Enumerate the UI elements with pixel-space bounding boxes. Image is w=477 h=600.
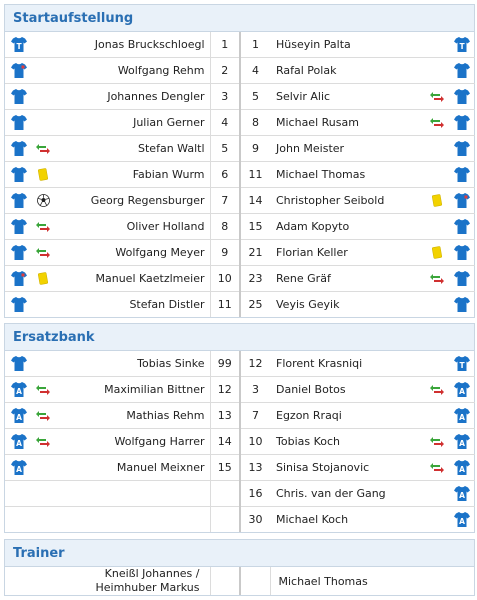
- svg-text:T: T: [15, 42, 22, 51]
- home-shirt: [5, 266, 32, 292]
- home-player-number: 10: [210, 266, 240, 292]
- home-player-name[interactable]: Wolfgang Harrer: [54, 429, 210, 455]
- substitution-icon: [429, 91, 445, 103]
- player-row: [5, 136, 475, 162]
- home-trainer-line2: Heimhuber Markus: [95, 581, 200, 594]
- away-player-number: 10: [240, 429, 270, 455]
- home-player-name[interactable]: Stefan Distler: [129, 298, 205, 311]
- away-shirt: [448, 32, 475, 58]
- away-shirt: [448, 188, 475, 214]
- home-player-number: 2: [210, 58, 240, 84]
- home-event-empty: [32, 455, 54, 481]
- svg-text:T: T: [458, 361, 465, 370]
- away-event-empty: [426, 481, 448, 507]
- home-event: [32, 429, 54, 455]
- substitution-icon: [35, 436, 51, 448]
- svg-text:A: A: [15, 439, 22, 448]
- away-shirt: [448, 377, 475, 403]
- away-player-name[interactable]: Christopher Seibold: [270, 188, 426, 214]
- jersey-icon: [11, 382, 27, 397]
- home-shirt: [5, 214, 32, 240]
- home-event: [32, 136, 54, 162]
- player-row: [5, 292, 475, 318]
- away-shirt: [448, 429, 475, 455]
- jersey-icon: [454, 167, 470, 182]
- jersey-icon: [11, 408, 27, 423]
- bench-header: Ersatzbank: [5, 324, 474, 351]
- player-row: [5, 266, 475, 292]
- away-shirt: [448, 58, 475, 84]
- jersey-icon: [454, 193, 470, 208]
- svg-text:A: A: [15, 413, 22, 422]
- player-row: [5, 429, 475, 455]
- away-shirt: [448, 240, 475, 266]
- home-event: [32, 266, 54, 292]
- away-player-name[interactable]: John Meister: [270, 136, 426, 162]
- away-player-name[interactable]: Michael Rusam: [270, 110, 426, 136]
- home-shirt-empty: [5, 507, 32, 533]
- svg-text:A: A: [15, 465, 22, 474]
- player-row: [5, 455, 475, 481]
- away-event-empty: [426, 136, 448, 162]
- away-event: [426, 266, 448, 292]
- home-event: [32, 240, 54, 266]
- away-event-empty: [426, 292, 448, 318]
- player-row: [5, 377, 475, 403]
- away-event-empty: [426, 32, 448, 58]
- away-shirt: [448, 136, 475, 162]
- jersey-icon: [454, 408, 470, 423]
- away-event-empty: [426, 507, 448, 533]
- home-event-empty: [32, 84, 54, 110]
- away-event-empty: [426, 214, 448, 240]
- home-player-number: [210, 481, 240, 507]
- home-shirt: [5, 110, 32, 136]
- bench-table: [5, 351, 475, 532]
- player-row: [5, 162, 475, 188]
- jersey-icon: [454, 89, 470, 104]
- away-event: [426, 455, 448, 481]
- away-event: [426, 84, 448, 110]
- player-row: [5, 481, 475, 507]
- away-player-name[interactable]: Michael Koch: [276, 513, 349, 526]
- trainer-section: [4, 539, 475, 596]
- jersey-icon: [454, 297, 470, 312]
- home-event-empty: [32, 507, 54, 533]
- home-player-number: 5: [210, 136, 240, 162]
- away-shirt: [448, 214, 475, 240]
- substitution-icon: [429, 384, 445, 396]
- substitution-icon: [35, 221, 51, 233]
- player-row: [5, 214, 475, 240]
- away-shirt: [448, 455, 475, 481]
- home-player-name[interactable]: Jonas Bruckschloegl: [54, 32, 210, 58]
- home-player-number: [210, 507, 240, 533]
- away-player-name[interactable]: Florent Krasniqi: [270, 351, 426, 377]
- home-player-name[interactable]: Stefan Waltl: [54, 136, 210, 162]
- away-player-number: 5: [240, 84, 270, 110]
- jersey-icon: [454, 63, 470, 78]
- home-event: [32, 403, 54, 429]
- away-player-name[interactable]: Selvir Alic: [270, 84, 426, 110]
- jersey-icon: [454, 245, 470, 260]
- away-trainer: Michael Thomas: [270, 567, 475, 595]
- trainer-row: [5, 567, 475, 595]
- home-player-name[interactable]: Mathias Rehm: [54, 403, 210, 429]
- trainer-table: [5, 567, 475, 595]
- jersey-icon: [454, 382, 470, 397]
- home-shirt: [5, 240, 32, 266]
- home-player-name[interactable]: [54, 481, 210, 507]
- home-event: [32, 214, 54, 240]
- home-player-number: 4: [210, 110, 240, 136]
- yellow-card-icon: [38, 168, 48, 181]
- bench-section: [4, 323, 475, 533]
- home-player-name[interactable]: Oliver Holland: [54, 214, 210, 240]
- home-player-number: 13: [210, 403, 240, 429]
- svg-text:T: T: [458, 42, 465, 51]
- away-player-name[interactable]: Rene Gräf: [270, 266, 426, 292]
- svg-text:A: A: [458, 465, 465, 474]
- trainer-num-right: [240, 567, 270, 595]
- away-player-number: 16: [240, 481, 270, 507]
- home-event-empty: [32, 292, 54, 318]
- home-shirt: [5, 136, 32, 162]
- home-shirt: [5, 58, 32, 84]
- substitution-icon: [429, 436, 445, 448]
- home-event: [32, 188, 54, 214]
- svg-text:A: A: [458, 439, 465, 448]
- home-trainer: [5, 567, 210, 595]
- home-event-empty: [32, 351, 54, 377]
- substitution-icon: [35, 410, 51, 422]
- home-player-number: 6: [210, 162, 240, 188]
- yellow-card-icon: [432, 246, 442, 259]
- player-row: [5, 188, 475, 214]
- svg-text:A: A: [458, 387, 465, 396]
- home-event-empty: [32, 32, 54, 58]
- jersey-icon: [11, 63, 27, 78]
- home-player-number: 11: [210, 292, 240, 318]
- jersey-icon: [454, 356, 470, 371]
- player-row: [5, 507, 475, 533]
- away-player-number: 9: [240, 136, 270, 162]
- jersey-icon: [454, 141, 470, 156]
- away-player-number: 1: [240, 32, 270, 58]
- jersey-icon: [454, 271, 470, 286]
- away-event: [426, 429, 448, 455]
- home-shirt: [5, 429, 32, 455]
- home-event-empty: [32, 481, 54, 507]
- away-player-number: 11: [240, 162, 270, 188]
- away-player-name[interactable]: Michael Thomas: [270, 162, 426, 188]
- lineup-header: Startaufstellung: [5, 5, 474, 32]
- away-player-name[interactable]: Adam Kopyto: [270, 214, 426, 240]
- away-event-empty: [426, 351, 448, 377]
- lineup-table: [5, 32, 475, 317]
- jersey-icon: [454, 37, 470, 52]
- away-player-name[interactable]: Hüseyin Palta: [270, 32, 426, 58]
- away-player-name[interactable]: Tobias Koch: [270, 429, 426, 455]
- home-player-name[interactable]: Manuel Meixner: [54, 455, 210, 481]
- home-player-name[interactable]: Tobias Sinke: [54, 351, 210, 377]
- player-row: [5, 110, 475, 136]
- home-shirt-empty: [5, 481, 32, 507]
- home-player-number: 9: [210, 240, 240, 266]
- away-player-name[interactable]: Chris. van der Gang: [270, 481, 426, 507]
- home-player-number: 1: [210, 32, 240, 58]
- jersey-icon: [11, 37, 27, 52]
- away-shirt: [448, 351, 475, 377]
- home-player-number: 7: [210, 188, 240, 214]
- home-shirt: [5, 292, 32, 318]
- jersey-icon: [11, 115, 27, 130]
- player-row: [5, 351, 475, 377]
- away-player-name[interactable]: Veyis Geyik: [276, 298, 340, 311]
- jersey-icon: [11, 89, 27, 104]
- svg-text:A: A: [458, 517, 465, 526]
- away-player-number: 4: [240, 58, 270, 84]
- jersey-icon: [454, 219, 470, 234]
- player-row: [5, 58, 475, 84]
- home-event-empty: [32, 58, 54, 84]
- home-shirt: [5, 32, 32, 58]
- substitution-icon: [35, 143, 51, 155]
- jersey-icon: [11, 193, 27, 208]
- home-player-name[interactable]: Wolfgang Rehm: [54, 58, 210, 84]
- away-shirt: [448, 481, 475, 507]
- jersey-icon: [11, 245, 27, 260]
- away-shirt: [448, 110, 475, 136]
- substitution-icon: [429, 117, 445, 129]
- away-player-number: 3: [240, 377, 270, 403]
- away-event: [426, 377, 448, 403]
- jersey-icon: [454, 512, 470, 527]
- away-shirt: [448, 162, 475, 188]
- away-event: [426, 188, 448, 214]
- home-event: [32, 162, 54, 188]
- jersey-icon: [11, 460, 27, 475]
- away-event-empty: [426, 162, 448, 188]
- home-player-name[interactable]: Manuel Kaetzlmeier: [54, 266, 210, 292]
- player-row: [5, 403, 475, 429]
- jersey-icon: [454, 486, 470, 501]
- player-row: [5, 84, 475, 110]
- away-player-number: 23: [240, 266, 270, 292]
- away-player-name[interactable]: Egzon Rraqi: [270, 403, 426, 429]
- trainer-num-left: [210, 567, 240, 595]
- jersey-icon: [11, 141, 27, 156]
- home-player-number: 15: [210, 455, 240, 481]
- away-player-number: 7: [240, 403, 270, 429]
- home-player-number: 12: [210, 377, 240, 403]
- away-player-name[interactable]: Rafal Polak: [270, 58, 426, 84]
- away-event-empty: [426, 403, 448, 429]
- jersey-icon: [454, 434, 470, 449]
- away-player-name[interactable]: Sinisa Stojanovic: [270, 455, 426, 481]
- svg-text:A: A: [458, 491, 465, 500]
- jersey-icon: [11, 434, 27, 449]
- home-shirt: [5, 188, 32, 214]
- home-event-empty: [32, 110, 54, 136]
- home-player-name[interactable]: Wolfgang Meyer: [54, 240, 210, 266]
- player-row: [5, 32, 475, 58]
- away-player-number: 21: [240, 240, 270, 266]
- trainer-header: Trainer: [5, 540, 474, 567]
- home-shirt: [5, 162, 32, 188]
- home-player-number: 8: [210, 214, 240, 240]
- away-event: [426, 240, 448, 266]
- goal-ball-icon: [37, 194, 50, 207]
- home-shirt: [5, 84, 32, 110]
- away-shirt: [448, 266, 475, 292]
- substitution-icon: [429, 462, 445, 474]
- away-shirt: [448, 84, 475, 110]
- yellow-card-icon: [432, 194, 442, 207]
- home-player-name[interactable]: Maximilian Bittner: [54, 377, 210, 403]
- away-player-number: 25: [240, 292, 270, 318]
- away-event: [426, 110, 448, 136]
- away-player-number: 14: [240, 188, 270, 214]
- away-player-number: 15: [240, 214, 270, 240]
- away-event-empty: [426, 58, 448, 84]
- home-player-number: 99: [210, 351, 240, 377]
- home-trainer-line1: Kneißl Johannes /: [104, 567, 200, 580]
- home-shirt: [5, 403, 32, 429]
- home-player-name[interactable]: Georg Regensburger: [54, 188, 210, 214]
- lineup-section: [4, 4, 475, 318]
- jersey-icon: [11, 167, 27, 182]
- home-player-name[interactable]: Fabian Wurm: [54, 162, 210, 188]
- jersey-icon: [11, 271, 27, 286]
- svg-text:A: A: [15, 387, 22, 396]
- jersey-icon: [454, 460, 470, 475]
- away-player-name[interactable]: Daniel Botos: [270, 377, 426, 403]
- away-player-number: 30: [240, 507, 270, 533]
- away-player-number: 13: [240, 455, 270, 481]
- away-player-name[interactable]: Florian Keller: [270, 240, 426, 266]
- jersey-icon: [11, 356, 27, 371]
- home-player-number: 3: [210, 84, 240, 110]
- svg-text:A: A: [458, 413, 465, 422]
- home-shirt: [5, 377, 32, 403]
- home-shirt: [5, 455, 32, 481]
- home-player-number: 14: [210, 429, 240, 455]
- away-shirt: [448, 403, 475, 429]
- home-shirt: [5, 351, 32, 377]
- away-shirt: [448, 507, 475, 533]
- player-row: [5, 240, 475, 266]
- substitution-icon: [35, 384, 51, 396]
- jersey-icon: [11, 297, 27, 312]
- substitution-icon: [429, 273, 445, 285]
- away-player-number: 8: [240, 110, 270, 136]
- away-shirt: [448, 292, 475, 318]
- jersey-icon: [454, 115, 470, 130]
- home-player-name[interactable]: [54, 507, 210, 533]
- jersey-icon: [11, 219, 27, 234]
- home-player-name[interactable]: Julian Gerner: [54, 110, 210, 136]
- away-player-number: 12: [240, 351, 270, 377]
- substitution-icon: [35, 247, 51, 259]
- home-player-name[interactable]: Johannes Dengler: [54, 84, 210, 110]
- home-event: [32, 377, 54, 403]
- yellow-card-icon: [38, 272, 48, 285]
